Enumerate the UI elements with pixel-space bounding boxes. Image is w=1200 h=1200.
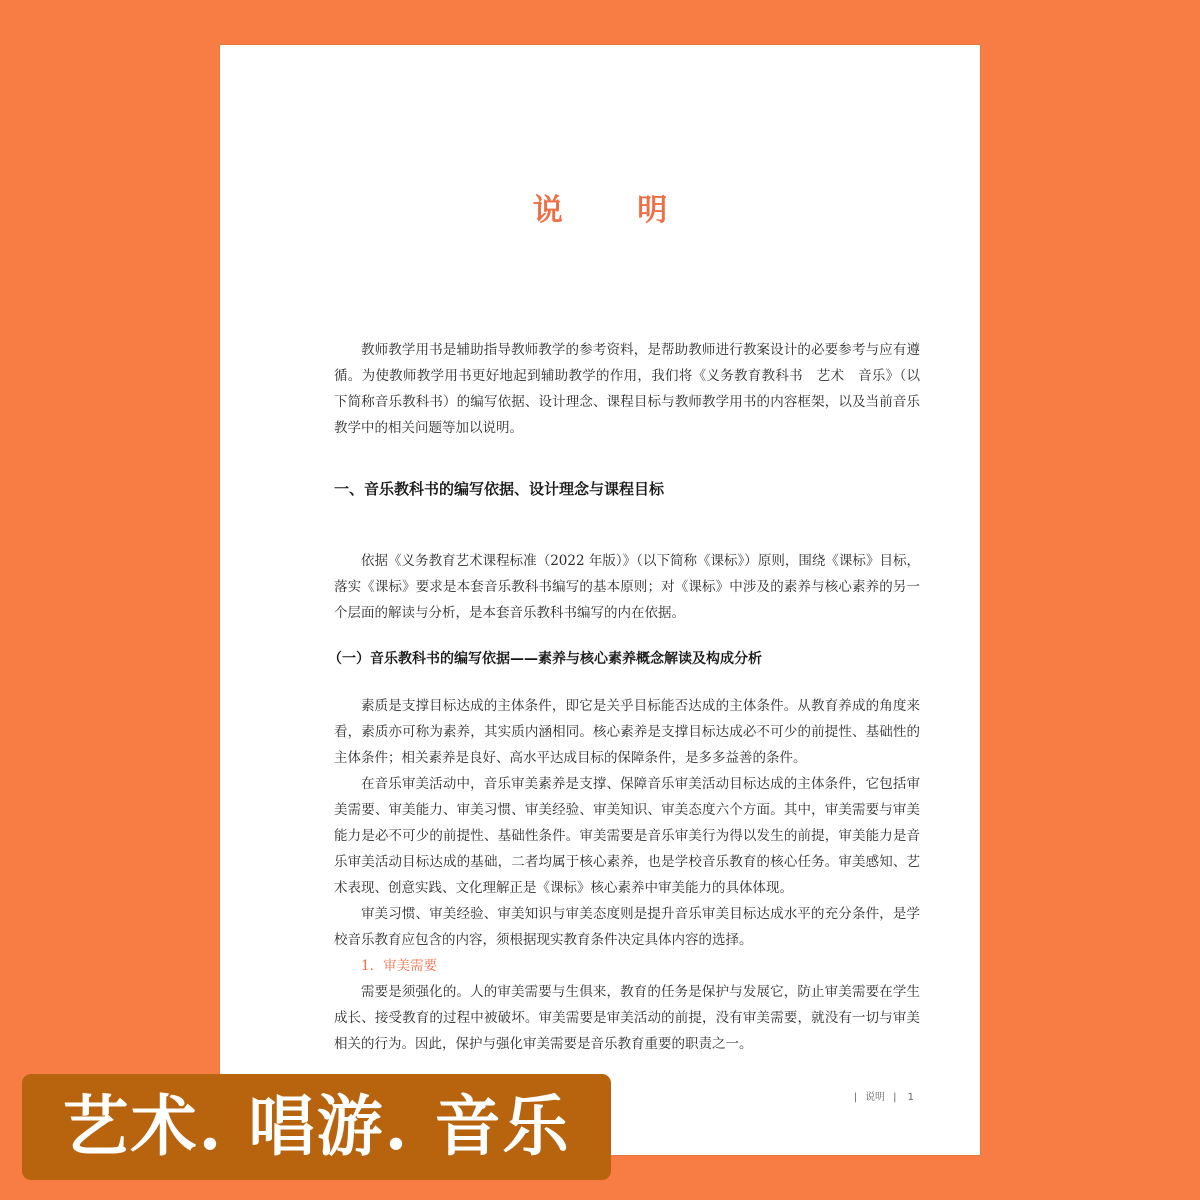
page-title: 说 明: [532, 193, 700, 228]
body-paragraph: 在音乐审美活动中，音乐审美素养是支撑、保障音乐审美活动目标达成的主体条件，它包括审美需要、审美能力、审美习惯、审美经验、审美知识、审美态度六个方面。其中，审美需要与审美能力是必不可少的前提性、基础性条件。审美需要是音乐审美行为得以发生的前提，审美能力是音乐审美活动目标达成的基础，二者均属于核心素养，也是学校音乐教育的核心任务。审美感知、艺术表现、创意实践、文化理解正是《课标》核心素养中审美能力的具体体现。: [334, 776, 920, 896]
page-number: 1: [907, 1092, 914, 1103]
point-heading: 1．审美需要: [361, 958, 438, 974]
body-paragraph: 需要是须强化的。人的审美需要与生俱来，教育的任务是保护与发展它，防止审美需要在学生成长、接受教育的过程中被破坏。审美需要是审美活动的前提，没有审美需要，就没有一切与审美相关的行为。因此，保护与强化审美需要是音乐教育重要的职责之一。: [334, 984, 920, 1052]
overlay-banner: [22, 1074, 611, 1180]
intro-paragraph: 教师教学用书是辅助指导教师教学的参考资料，是帮助教师进行教案设计的必要参考与应有遵循。为使教师教学用书更好地起到辅助教学的作用，我们将《义务教育教科书 艺术 音乐》（以下简称音乐教科书）的编写依据、设计理念、课程目标与教师教学用书的内容框架，以及当前音乐教学中的相关问题等加以说明。: [334, 342, 920, 436]
body-paragraph: 素质是支撑目标达成的主体条件，即它是关乎目标能否达成的主体条件。从教育养成的角度来看，素质亦可称为素养，其实质内涵相同。核心素养是支撑目标达成必不可少的前提性、基础性的主体条件；相关素养是良好、高水平达成目标的保障条件，是多多益善的条件。: [334, 698, 920, 766]
footer-label: 说明: [865, 1092, 886, 1103]
section1-block: [334, 548, 920, 626]
subsection-heading: （一）音乐教科书的编写依据——素养与核心素养概念解读及构成分析: [328, 651, 762, 667]
subsection1-block: [334, 693, 920, 1057]
page-footer: | 说明 | 1: [853, 1092, 914, 1103]
intro-block: [334, 337, 920, 441]
section1-paragraph: 依据《义务教育艺术课程标准（2022 年版）》（以下简称《课标》）原则，围绕《课标》目标，落实《课标》要求是本套音乐教科书编写的基本原则；对《课标》中涉及的素养与核心素养的另一个层面的解读与分析，是本套音乐教科书编写的内在依据。: [334, 553, 920, 621]
body-paragraph: 审美习惯、审美经验、审美知识与审美态度则是提升音乐审美目标达成水平的充分条件，是学校音乐教育应包含的内容，须根据现实教育条件决定具体内容的选择。: [334, 906, 920, 948]
document-page: [220, 45, 980, 1155]
section-heading: 一、音乐教科书的编写依据、设计理念与课程目标: [334, 480, 665, 498]
banner-text: 艺术. 唱游. 音乐: [62, 1087, 571, 1165]
